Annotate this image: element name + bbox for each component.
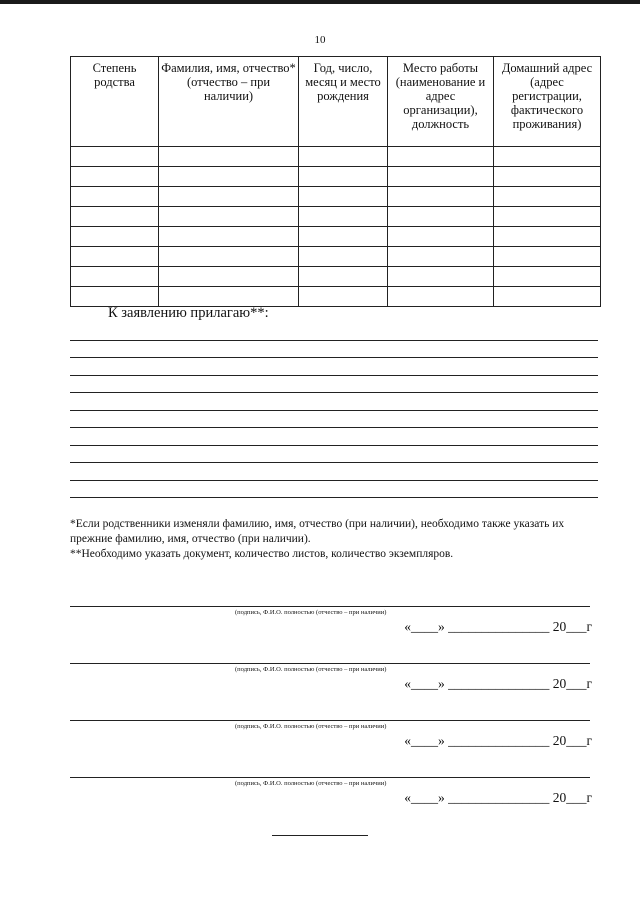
signature-caption: (подпись, Ф.И.О. полностью (отчество – при наличии): [235, 609, 387, 616]
table-cell[interactable]: [159, 227, 299, 247]
attachment-line[interactable]: [70, 428, 598, 446]
table-cell[interactable]: [71, 247, 159, 267]
attachment-line[interactable]: [70, 463, 598, 481]
table-cell[interactable]: [494, 227, 601, 247]
signature-line[interactable]: [70, 720, 590, 721]
attachment-line[interactable]: [70, 411, 598, 429]
table-cell[interactable]: [71, 227, 159, 247]
header-home-address: Домашний адрес (адрес регистрации, фактического проживания): [494, 57, 601, 147]
table-cell[interactable]: [388, 227, 494, 247]
signature-line[interactable]: [70, 606, 590, 607]
table-cell[interactable]: [71, 287, 159, 307]
signature-caption: (подпись, Ф.И.О. полностью (отчество – при наличии): [235, 780, 387, 787]
header-birth-date-place: Год, число, месяц и место рождения: [299, 57, 388, 147]
table-cell[interactable]: [388, 147, 494, 167]
table-cell[interactable]: [494, 147, 601, 167]
table-cell[interactable]: [388, 207, 494, 227]
attachments-label: К заявлению прилагаю**:: [108, 305, 269, 321]
header-workplace: Место работы (наименование и адрес организации), должность: [388, 57, 494, 147]
table-cell[interactable]: [388, 167, 494, 187]
table-row: [71, 167, 601, 187]
signature-block-2: [70, 663, 592, 719]
date-field[interactable]: «____» _______________ 20___г: [404, 790, 592, 805]
attachment-line[interactable]: [70, 446, 598, 464]
table-cell[interactable]: [299, 207, 388, 227]
footnote-1: *Если родственники изменяли фамилию, имя, отчество (при наличии), необходимо также указать их прежние фамилию, имя, отчество (при наличии).: [70, 518, 565, 545]
table-cell[interactable]: [71, 147, 159, 167]
table-cell[interactable]: [71, 207, 159, 227]
table-cell[interactable]: [159, 147, 299, 167]
table-cell[interactable]: [71, 267, 159, 287]
table-cell[interactable]: [388, 267, 494, 287]
table-cell[interactable]: [299, 187, 388, 207]
bottom-rule: [272, 835, 368, 836]
signature-line[interactable]: [70, 663, 590, 664]
table-cell[interactable]: [388, 247, 494, 267]
attachment-line[interactable]: [70, 393, 598, 411]
table-cell[interactable]: [494, 287, 601, 307]
table-row: [71, 227, 601, 247]
table-cell[interactable]: [299, 267, 388, 287]
table-cell[interactable]: [299, 287, 388, 307]
attachment-line[interactable]: [70, 376, 598, 394]
relatives-table: [70, 56, 601, 307]
table-cell[interactable]: [494, 167, 601, 187]
signature-caption: (подпись, Ф.И.О. полностью (отчество – при наличии): [235, 723, 387, 730]
table-cell[interactable]: [159, 207, 299, 227]
table-row: [71, 187, 601, 207]
table-cell[interactable]: [159, 287, 299, 307]
table-cell[interactable]: [299, 167, 388, 187]
table-cell[interactable]: [299, 227, 388, 247]
table-cell[interactable]: [388, 287, 494, 307]
table-cell[interactable]: [159, 167, 299, 187]
table-cell[interactable]: [71, 167, 159, 187]
table-row: [71, 267, 601, 287]
top-rule: [0, 0, 640, 4]
signature-line[interactable]: [70, 777, 590, 778]
table-cell[interactable]: [299, 147, 388, 167]
attachments-lines: [70, 323, 598, 498]
signature-caption: (подпись, Ф.И.О. полностью (отчество – при наличии): [235, 666, 387, 673]
table-cell[interactable]: [299, 247, 388, 267]
header-full-name: Фамилия, имя, отчество* (отчество – при наличии): [159, 57, 299, 147]
header-relation-degree: Степень родства: [71, 57, 159, 147]
table-cell[interactable]: [159, 267, 299, 287]
table-row: [71, 207, 601, 227]
attachment-line[interactable]: [70, 481, 598, 499]
table-row: [71, 147, 601, 167]
table-cell[interactable]: [159, 187, 299, 207]
table-cell[interactable]: [494, 187, 601, 207]
table-cell[interactable]: [71, 187, 159, 207]
table-row: [71, 247, 601, 267]
attachment-line[interactable]: [70, 341, 598, 359]
table-cell[interactable]: [159, 247, 299, 267]
page-number: 10: [314, 34, 326, 46]
signature-block-1: [70, 606, 592, 662]
attachment-line[interactable]: [70, 323, 598, 341]
date-field[interactable]: «____» _______________ 20___г: [404, 676, 592, 691]
footnote-2: **Необходимо указать документ, количество листов, количество экземпляров.: [70, 548, 454, 560]
table-cell[interactable]: [494, 207, 601, 227]
footnotes: [70, 517, 605, 562]
attachment-line[interactable]: [70, 358, 598, 376]
date-field[interactable]: «____» _______________ 20___г: [404, 619, 592, 634]
table-row: [71, 287, 601, 307]
table-header-row: [71, 57, 601, 147]
signature-block-4: [70, 777, 592, 833]
table-cell[interactable]: [494, 267, 601, 287]
date-field[interactable]: «____» _______________ 20___г: [404, 733, 592, 748]
signature-block-3: [70, 720, 592, 776]
table-cell[interactable]: [494, 247, 601, 267]
table-cell[interactable]: [388, 187, 494, 207]
